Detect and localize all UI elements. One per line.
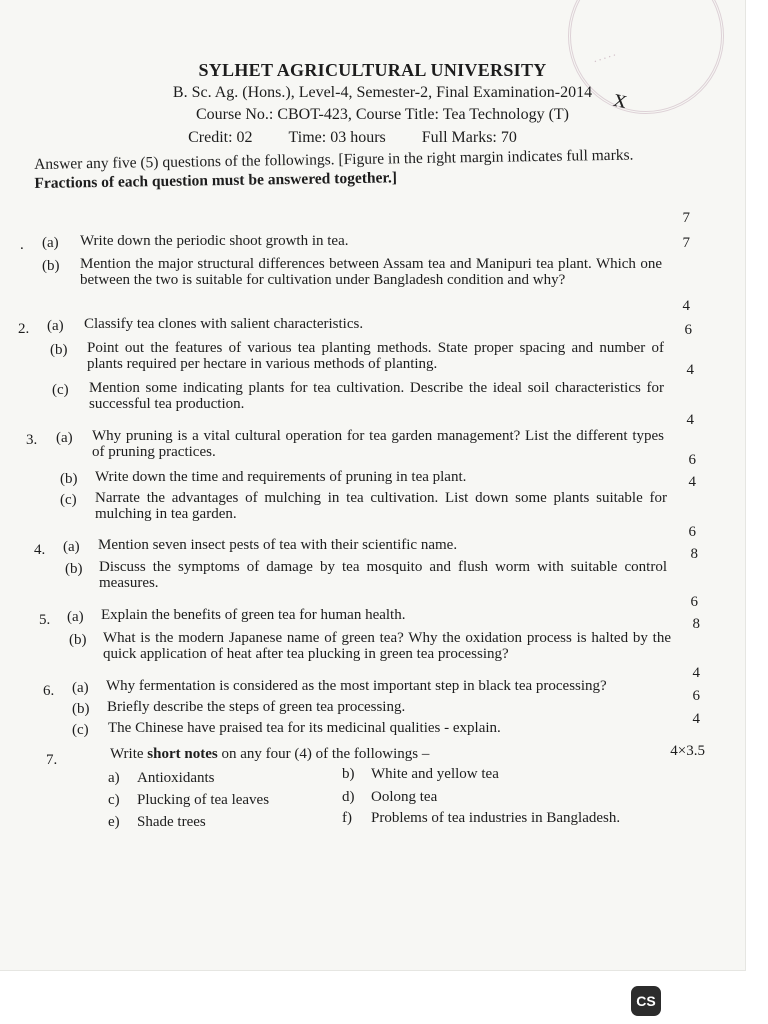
course-line: Course No.: CBOT-423, Course Title: Tea Technology (T) bbox=[195, 106, 569, 123]
part-marks: 4 bbox=[686, 412, 694, 428]
part-label: (a) bbox=[42, 235, 59, 251]
part-label: (a) bbox=[67, 609, 84, 625]
part-label: (a) bbox=[47, 318, 64, 334]
part-text: Why pruning is a vital cultural operation for tea garden management? List the different types of pruning practices. bbox=[92, 428, 664, 460]
part-text: Mention the major structural differences between Assam tea and Manipuri tea plant. Which one between the two is suitable for cultivation under Bangladesh condition and why? bbox=[80, 256, 662, 288]
question-number: 4. bbox=[34, 542, 46, 558]
instructions-bold: Fractions of each question must be answered together.] bbox=[34, 169, 398, 192]
part-label: (c) bbox=[52, 382, 69, 398]
question-number: 5. bbox=[39, 612, 51, 628]
part-marks: 6 bbox=[688, 524, 696, 540]
instructions-text: Answer any five (5) questions of the followings. [Figure in the right margin indicates full marks. bbox=[34, 146, 634, 173]
note-text: Oolong tea bbox=[371, 789, 438, 805]
part-text: Why fermentation is considered as the most important step in black tea processing? bbox=[106, 678, 607, 694]
part-label: (c) bbox=[72, 722, 89, 738]
full-marks-text: Full Marks: 70 bbox=[421, 129, 517, 146]
note-text: Plucking of tea leaves bbox=[137, 792, 270, 808]
university-stamp: ····· bbox=[568, 0, 724, 114]
part-marks: 4 bbox=[682, 298, 690, 314]
part-text: Write down the periodic shoot growth in tea. bbox=[80, 233, 349, 249]
part-text: Mention seven insect pests of tea with their scientific name. bbox=[98, 537, 458, 553]
note-text: White and yellow tea bbox=[371, 766, 499, 782]
handwritten-mark: x bbox=[611, 82, 630, 115]
note-label: d) bbox=[342, 789, 355, 805]
note-text: Antioxidants bbox=[137, 770, 215, 786]
part-marks: 4 bbox=[692, 665, 700, 681]
part-label: (c) bbox=[60, 492, 77, 508]
part-marks: 6 bbox=[684, 322, 692, 338]
note-text: Problems of tea industries in Bangladesh. bbox=[371, 810, 621, 826]
part-label: (a) bbox=[56, 430, 73, 446]
university-title: SYLHET AGRICULTURAL UNIVERSITY bbox=[198, 60, 547, 80]
part-text: Mention some indicating plants for tea cultivation. Describe the ideal soil characteristics for successful tea production. bbox=[89, 380, 664, 412]
credit-time-marks-line bbox=[0, 129, 725, 147]
question-number: 3. bbox=[26, 432, 38, 448]
question-number: 7. bbox=[46, 752, 58, 768]
question-number: 2. bbox=[18, 321, 30, 337]
part-label: (b) bbox=[69, 632, 87, 648]
part-text: Discuss the symptoms of damage by tea mosquito and flush worm with suitable control measures. bbox=[99, 559, 667, 591]
part-marks: 7 bbox=[682, 210, 690, 226]
part-text: Classify tea clones with salient characteristics. bbox=[84, 316, 364, 332]
question-number: 6. bbox=[43, 683, 55, 699]
q7-intro bbox=[110, 746, 429, 762]
q7-marks: 4×3.5 bbox=[670, 743, 705, 759]
note-label: b) bbox=[342, 766, 355, 782]
program-line: B. Sc. Ag. (Hons.), Level-4, Semester-2, Final Examination-2014 bbox=[172, 84, 593, 101]
part-label: (b) bbox=[42, 258, 60, 274]
note-label: f) bbox=[342, 810, 352, 826]
note-label: e) bbox=[108, 814, 120, 830]
part-marks: 7 bbox=[682, 235, 690, 251]
part-text: Narrate the advantages of mulching in tea cultivation. List down some plants suitable for mulching in tea garden. bbox=[95, 490, 667, 522]
part-text: The Chinese have praised tea for its medicinal qualities - explain. bbox=[108, 720, 501, 736]
part-text: Briefly describe the steps of green tea processing. bbox=[107, 699, 406, 715]
note-text: Shade trees bbox=[137, 814, 206, 830]
q7-intro-post: on any four (4) of the followings – bbox=[217, 746, 430, 762]
time-text: Time: 03 hours bbox=[288, 129, 386, 146]
part-label: (a) bbox=[72, 680, 89, 696]
part-marks: 6 bbox=[688, 452, 696, 468]
part-text: Write down the time and requirements of pruning in tea plant. bbox=[95, 469, 467, 485]
part-marks: 4 bbox=[692, 711, 700, 727]
note-label: a) bbox=[108, 770, 120, 786]
part-label: (a) bbox=[63, 539, 80, 555]
part-marks: 8 bbox=[692, 616, 700, 632]
instructions bbox=[34, 145, 675, 193]
question-number: . bbox=[20, 237, 24, 253]
camscanner-logo: CS bbox=[631, 986, 661, 1016]
part-label: (b) bbox=[65, 561, 83, 577]
part-text: What is the modern Japanese name of green tea? Why the oxidation process is halted by the quick application of heat after tea plucking in green tea processing? bbox=[103, 630, 671, 662]
part-marks: 4 bbox=[686, 362, 694, 378]
part-label: (b) bbox=[72, 701, 90, 717]
part-marks: 8 bbox=[690, 546, 698, 562]
part-marks: 4 bbox=[688, 474, 696, 490]
part-label: (b) bbox=[60, 471, 78, 487]
note-label: c) bbox=[108, 792, 120, 808]
part-marks: 6 bbox=[692, 688, 700, 704]
part-text: Point out the features of various tea planting methods. State proper spacing and number of plants required per hectare in various methods of planting. bbox=[87, 340, 664, 372]
part-marks: 6 bbox=[690, 594, 698, 610]
q7-intro-pre: Write bbox=[110, 746, 148, 762]
part-text: Explain the benefits of green tea for human health. bbox=[101, 607, 406, 623]
q7-intro-bold: short notes bbox=[147, 746, 218, 762]
credit-text: Credit: 02 bbox=[188, 129, 253, 146]
part-label: (b) bbox=[50, 342, 68, 358]
